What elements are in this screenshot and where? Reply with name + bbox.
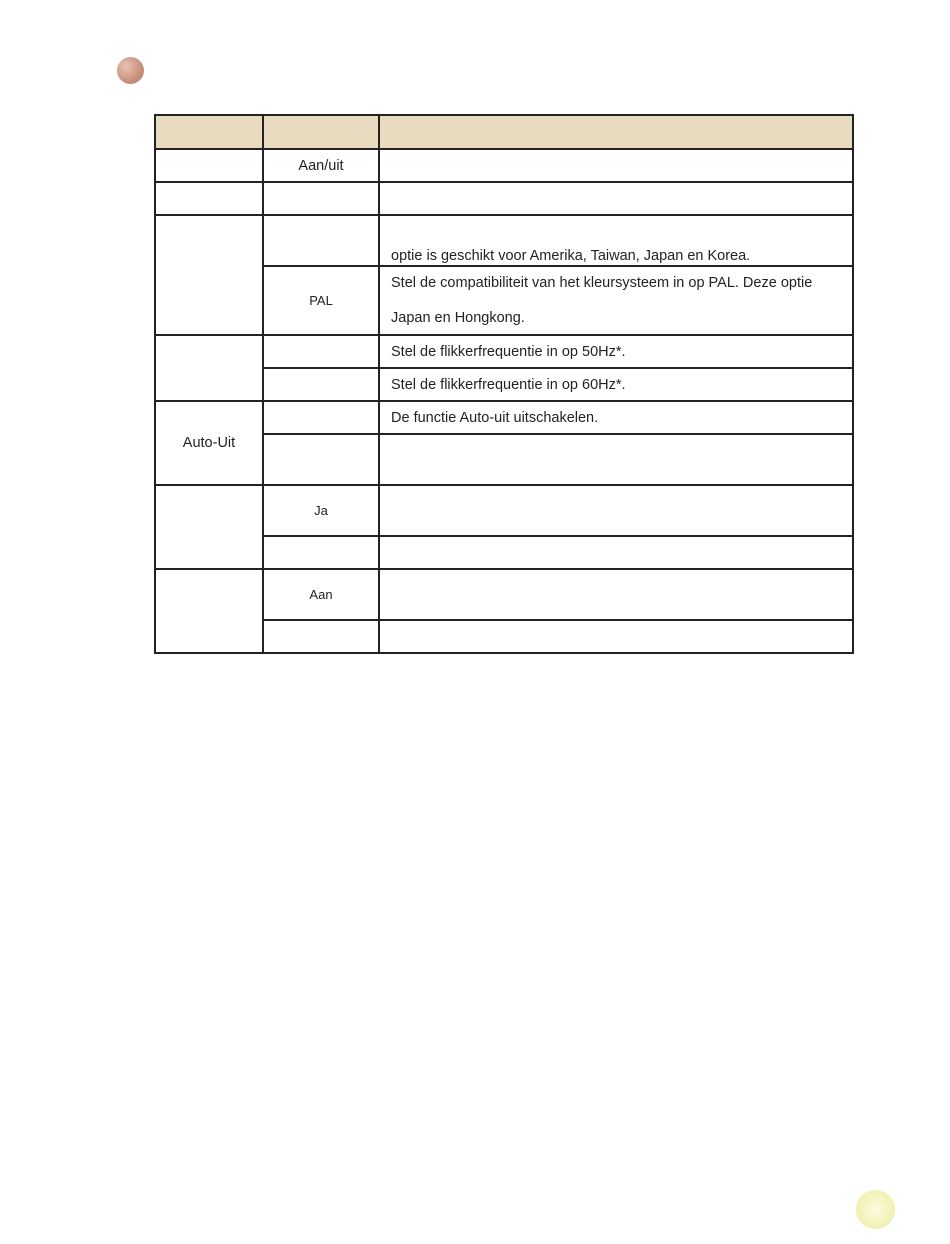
table-row — [155, 335, 853, 368]
option-cell — [263, 368, 379, 401]
table-header-row — [155, 115, 853, 149]
item-cell — [155, 149, 263, 182]
description-cell — [379, 620, 853, 653]
option-cell — [263, 182, 379, 215]
table-row — [155, 485, 853, 536]
option-cell: Ja — [263, 485, 379, 536]
option-cell: Aan/uit — [263, 149, 379, 182]
option-cell — [263, 401, 379, 434]
option-cell: Aan — [263, 569, 379, 620]
table-row — [155, 215, 853, 266]
header-item — [155, 115, 263, 149]
option-cell — [263, 536, 379, 569]
option-cell — [263, 215, 379, 266]
option-cell — [263, 620, 379, 653]
description-cell — [379, 434, 853, 485]
section-bullet — [117, 57, 144, 84]
description-cell — [379, 266, 853, 335]
item-cell — [155, 215, 263, 335]
item-cell — [155, 182, 263, 215]
header-option — [263, 115, 379, 149]
item-cell — [155, 485, 263, 569]
option-cell — [263, 434, 379, 485]
description-cell: De functie Auto-uit uitschakelen. — [379, 401, 853, 434]
description-line: Stel de compatibiliteit van het kleursysteem in op PAL. Deze optie — [391, 275, 813, 291]
description-cell — [379, 149, 853, 182]
description-cell — [379, 569, 853, 620]
item-cell: Auto-Uit — [155, 401, 263, 485]
description-cell — [379, 485, 853, 536]
settings-table — [154, 114, 854, 654]
table-row — [155, 401, 853, 434]
table-row — [155, 569, 853, 620]
description-line: Japan en Hongkong. — [391, 310, 525, 326]
option-cell: PAL — [263, 266, 379, 335]
item-cell — [155, 569, 263, 653]
table-row — [155, 182, 853, 215]
item-cell — [155, 335, 263, 401]
table-row — [155, 149, 853, 182]
page-number-dot — [856, 1190, 895, 1229]
description-cell — [379, 536, 853, 569]
description-cell — [379, 182, 853, 215]
description-cell: optie is geschikt voor Amerika, Taiwan, Japan en Korea. — [379, 215, 853, 266]
description-cell: Stel de flikkerfrequentie in op 50Hz*. — [379, 335, 853, 368]
option-cell — [263, 335, 379, 368]
header-description — [379, 115, 853, 149]
description-cell: Stel de flikkerfrequentie in op 60Hz*. — [379, 368, 853, 401]
